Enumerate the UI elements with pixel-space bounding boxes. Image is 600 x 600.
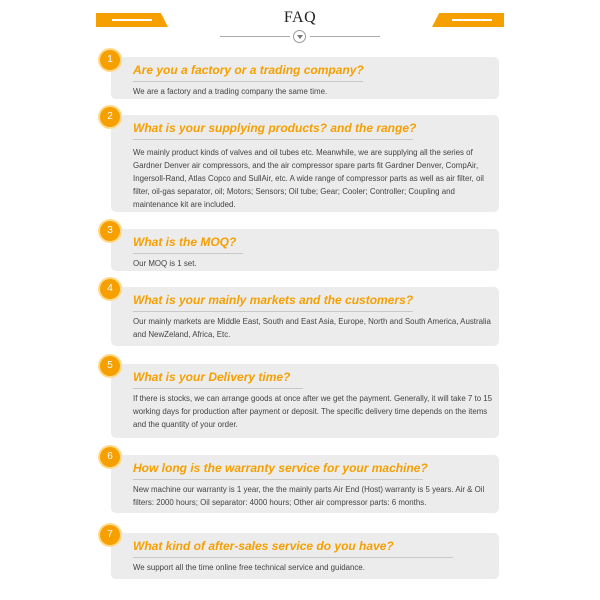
faq-header	[0, 0, 600, 50]
page-title: FAQ	[283, 9, 317, 26]
faq-answer: Our MOQ is 1 set.	[133, 259, 197, 268]
faq-card	[111, 455, 499, 513]
faq-answer: If there is stocks, we can arrange goods at once after we get the payment. Generally, it will take 7 to 15 working days for production after payment or deposit. The specific delivery time depends on the items and the quantity of your order.	[133, 394, 493, 429]
faq-question: What is the MOQ?	[133, 235, 237, 249]
faq-answer: Our mainly markets are Middle East, South and East Asia, Europe, North and South America, Australia and NewZeland, Africa, Etc.	[133, 317, 491, 339]
faq-divider	[133, 81, 363, 82]
faq-divider	[133, 388, 303, 389]
faq-divider	[133, 557, 453, 558]
faq-question: What is your supplying products? and the range?	[133, 121, 417, 135]
header-divider-right	[310, 36, 380, 37]
faq-divider	[133, 139, 413, 140]
faq-divider	[133, 253, 243, 254]
faq-card	[111, 115, 499, 212]
faq-number-badge: 5	[100, 356, 120, 376]
faq-number-badge: 4	[100, 279, 120, 299]
faq-question: What is your Delivery time?	[133, 370, 291, 384]
faq-card	[111, 364, 499, 438]
faq-card	[111, 57, 499, 99]
faq-question: Are you a factory or a trading company?	[133, 63, 364, 77]
faq-card	[111, 229, 499, 271]
faq-number-badge: 6	[100, 447, 120, 467]
faq-question: What is your mainly markets and the customers?	[133, 293, 414, 307]
faq-card	[111, 287, 499, 346]
chevron-down-icon	[293, 30, 306, 43]
faq-question: How long is the warranty service for your machine?	[133, 461, 428, 475]
faq-divider	[133, 479, 423, 480]
faq-answer: We support all the time online free technical service and guidance.	[133, 563, 365, 572]
faq-answer: We are a factory and a trading company the same time.	[133, 87, 328, 96]
faq-question: What kind of after-sales service do you have?	[133, 539, 394, 553]
header-decoration-right	[432, 13, 504, 27]
header-divider-left	[220, 36, 290, 37]
faq-answer: New machine our warranty is 1 year, the the mainly parts Air End (Host) warranty is 5 years. Air & Oil filters: 2000 hours; Oil separator: 4000 hours; Other air compressor parts: 6 months.	[133, 485, 485, 507]
faq-number-badge: 7	[100, 525, 120, 545]
faq-number-badge: 2	[100, 107, 120, 127]
faq-card	[111, 533, 499, 579]
faq-divider	[133, 311, 413, 312]
faq-number-badge: 3	[100, 221, 120, 241]
faq-answer: We mainly product kinds of valves and oil tubes etc. Meanwhile, we are supplying all the series of Gardner Denver air compressors, and the air compressor spare parts fit Gardner Denver, CompAir, Ingersoll-Rand, Atlas Copco and SullAir, etc. A wide range of compressor parts as well as air filter, oil filter, oil-gas separator, oil; Motors; Sensors; Oil tube; Gear; Cooler; Controller; Coupling and maintenance kit are included.	[133, 148, 484, 209]
faq-number-badge: 1	[100, 50, 120, 70]
